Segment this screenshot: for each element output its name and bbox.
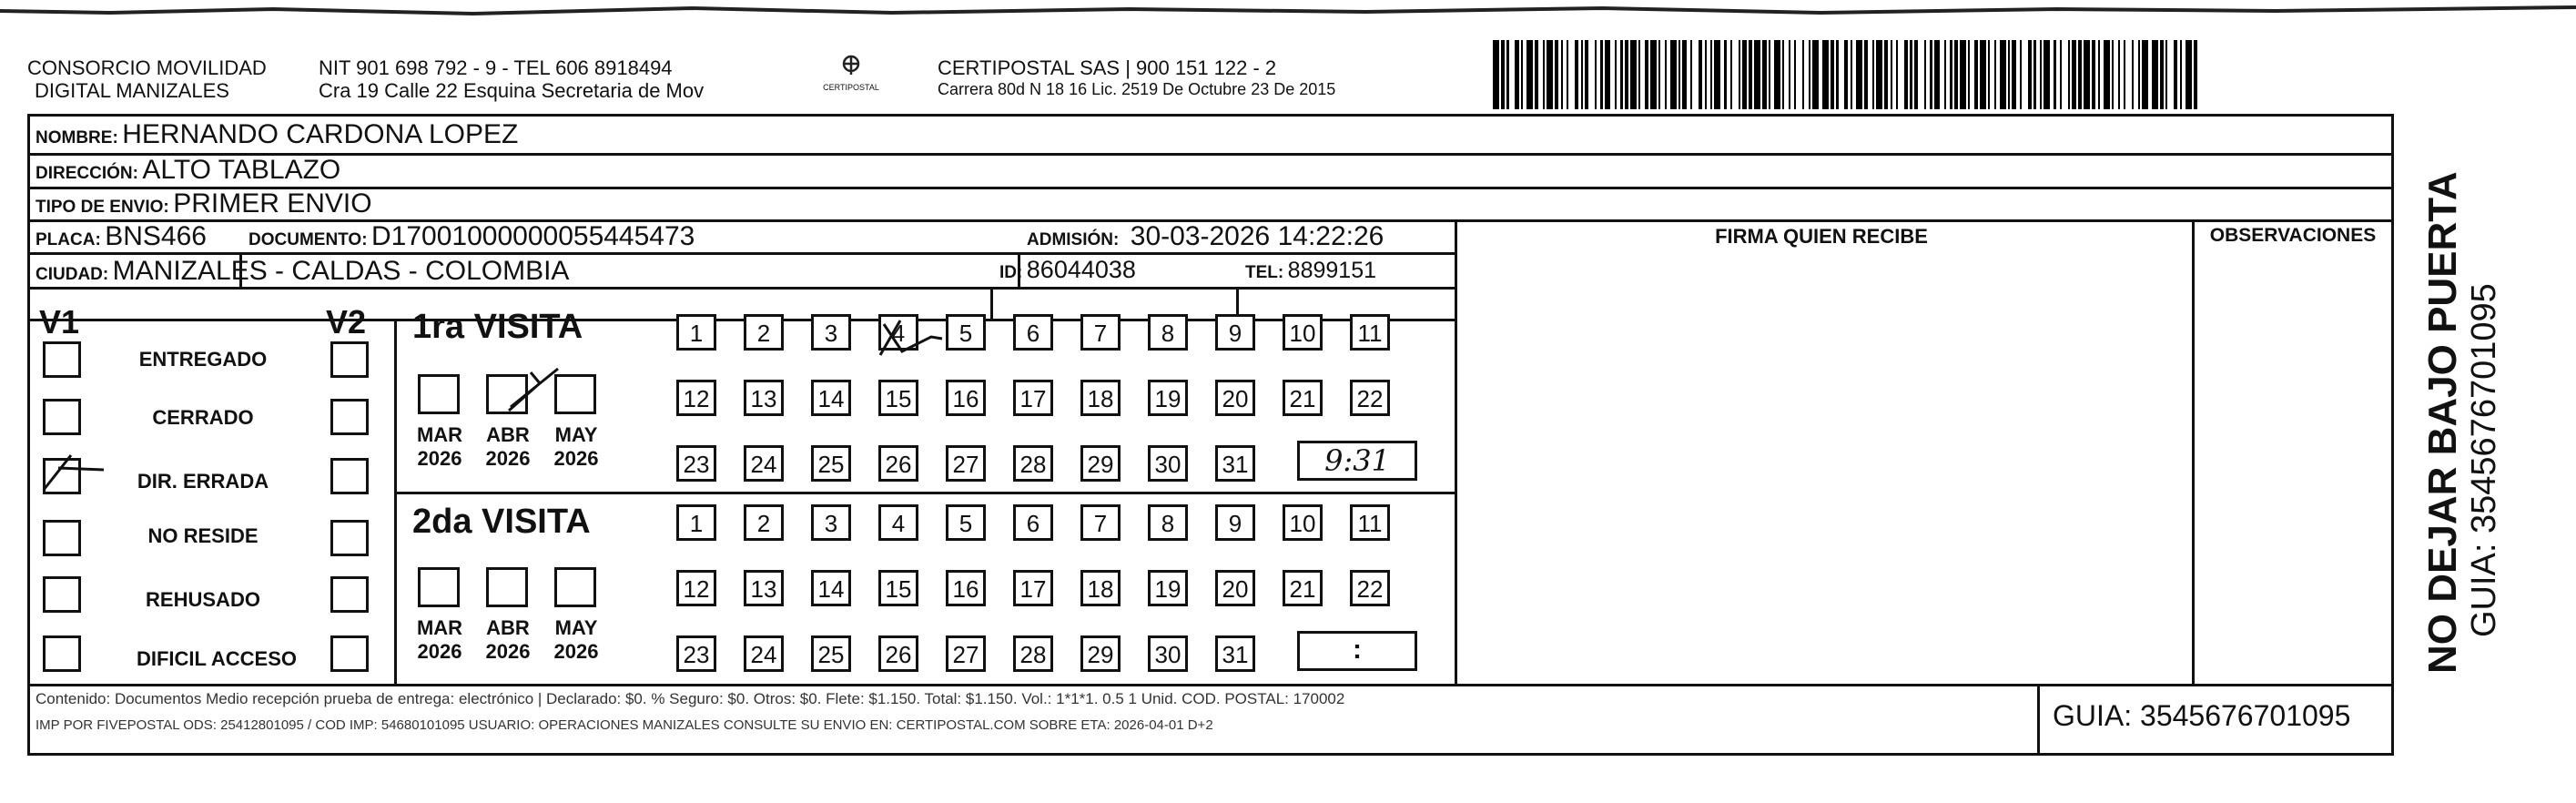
day-box-19[interactable]: 19: [1148, 380, 1188, 416]
barcode-bar: [1796, 40, 1802, 109]
tel-field: [1245, 258, 1376, 284]
barcode-bar: [1714, 40, 1720, 109]
ciudad-field: [35, 256, 569, 287]
barcode-bar: [1526, 40, 1533, 109]
barcode-bar: [1547, 40, 1553, 109]
day-box-21[interactable]: 21: [1283, 570, 1323, 606]
day-box-15[interactable]: 15: [878, 380, 918, 416]
day-box-4[interactable]: 4: [878, 504, 918, 541]
day-box-5[interactable]: 5: [946, 504, 986, 541]
v1-no-reside-checkbox[interactable]: [43, 520, 81, 556]
day-box-26[interactable]: 26: [878, 635, 918, 672]
nit-line: NIT 901 698 792 - 9 - TEL 606 8918494: [319, 56, 673, 79]
day-box-15[interactable]: 15: [878, 570, 918, 606]
first-visit-time-value: 9:31: [1324, 443, 1390, 478]
barcode-bar: [2044, 40, 2050, 109]
day-box-10[interactable]: 10: [1283, 504, 1323, 541]
day-box-30[interactable]: 30: [1148, 445, 1188, 482]
barcode-bar: [1876, 40, 1882, 109]
first-visit-title: 1ra VISITA: [412, 308, 583, 346]
day-box-2[interactable]: 2: [744, 314, 784, 351]
observaciones-header: OBSERVACIONES: [2209, 225, 2377, 246]
barcode-bar: [1774, 40, 1780, 109]
day-box-28[interactable]: 28: [1013, 445, 1053, 482]
day-check-mark-icon: [875, 315, 948, 361]
dificil-acceso-label: DIFICIL ACCESO: [136, 647, 297, 670]
barcode-bar: [2062, 40, 2068, 109]
nombre-field: [35, 119, 518, 150]
direccion-value: ALTO TABLAZO: [142, 155, 341, 185]
day-box-14[interactable]: 14: [811, 570, 851, 606]
day-box-31[interactable]: 31: [1215, 635, 1255, 672]
company-contact: [319, 56, 704, 102]
day-box-17[interactable]: 17: [1013, 570, 1053, 606]
day-box-19[interactable]: 19: [1148, 570, 1188, 606]
day-box-16[interactable]: 16: [946, 380, 986, 416]
day-box-9[interactable]: 9: [1215, 504, 1255, 541]
tel-label: TEL:: [1245, 263, 1284, 282]
month-checkbox-abr[interactable]: [486, 567, 528, 607]
barcode-bar: [2125, 40, 2132, 109]
day-box-27[interactable]: 27: [946, 445, 986, 482]
day-box-27[interactable]: 27: [946, 635, 986, 672]
barcode-bar: [1856, 40, 1862, 109]
barcode-bar: [1732, 40, 1739, 109]
company-line-1: CONSORCIO MOVILIDAD: [27, 56, 267, 79]
day-box-4[interactable]: 4: [878, 314, 918, 351]
day-box-16[interactable]: 16: [946, 570, 986, 606]
day-box-8[interactable]: 8: [1148, 504, 1188, 541]
month-label: MAY: [554, 423, 598, 446]
placa-value: BNS466: [105, 221, 207, 251]
company-line-2: DIGITAL MANIZALES: [35, 79, 229, 102]
dir-errada-label: DIR. ERRADA: [137, 470, 269, 493]
year-label: 2026: [553, 640, 599, 663]
day-box-9[interactable]: 9: [1215, 314, 1255, 351]
firma-header: FIRMA QUIEN RECIBE: [1715, 225, 1928, 248]
barcode-bar: [1670, 40, 1677, 109]
entregado-label: ENTREGADO: [138, 348, 268, 371]
v1-label: V1: [39, 303, 80, 341]
day-box-8[interactable]: 8: [1148, 314, 1188, 351]
logo-icon: [837, 55, 865, 78]
tipo-envio-field: [35, 188, 372, 219]
day-box-30[interactable]: 30: [1148, 635, 1188, 672]
day-box-5[interactable]: 5: [946, 314, 986, 351]
barcode-bar: [1898, 40, 1904, 109]
admision-label: ADMISIÓN:: [1027, 230, 1120, 249]
barcode-bar: [2167, 40, 2174, 109]
courier-line-1: CERTIPOSTAL SAS | 900 151 122 - 2: [938, 56, 1277, 79]
month-label: MAR: [416, 616, 463, 639]
v1-dir-errada-checkbox[interactable]: [43, 458, 81, 494]
day-box-3[interactable]: 3: [811, 504, 851, 541]
month-label: ABR: [486, 423, 530, 446]
barcode-bar: [2084, 40, 2090, 109]
year-label: 2026: [485, 447, 531, 470]
day-box-14[interactable]: 14: [811, 380, 851, 416]
barcode-bar: [1568, 40, 1575, 109]
id-field: [999, 256, 1136, 284]
day-box-24[interactable]: 24: [744, 445, 784, 482]
barcode-bar: [1509, 40, 1516, 109]
v2-dir-errada-checkbox[interactable]: [330, 458, 369, 494]
barcode-bar: [2186, 40, 2192, 109]
day-box-18[interactable]: 18: [1080, 570, 1121, 606]
day-box-25[interactable]: 25: [811, 445, 851, 482]
no-reside-label: NO RESIDE: [147, 524, 259, 547]
side-warning: [2421, 171, 2503, 674]
day-box-29[interactable]: 29: [1080, 635, 1121, 672]
footer-impresion: IMP POR FIVEPOSTAL ODS: 25412801095 / COD IMP: 54680101095 USUARIO: OPERACIONES MANIZALES CONSULTE SU ENVIO EN: CERTIPOSTAL.COM SOBRE ETA: 2026-04-01 D+2: [35, 717, 1213, 733]
barcode-bar: [2022, 40, 2028, 109]
placa-field: [35, 221, 207, 252]
v2-cerrado-checkbox[interactable]: [330, 399, 369, 435]
day-box-12[interactable]: 12: [676, 570, 716, 606]
nombre-value: HERNANDO CARDONA LOPEZ: [122, 119, 519, 149]
documento-field: [248, 221, 695, 252]
day-box-18[interactable]: 18: [1080, 380, 1121, 416]
courier-line-2: Carrera 80d N 18 16 Lic. 2519 De Octubre 23 De 2015: [938, 80, 1336, 98]
admision-field: [1027, 221, 1384, 252]
torn-paper-edge: [0, 0, 2576, 20]
documento-value: D17001000000055445473: [371, 221, 695, 251]
year-label: 2026: [553, 447, 599, 470]
first-visit-time-box[interactable]: [1297, 441, 1417, 481]
footer-contenido: Contenido: Documentos Medio recepción prueba de entrega: electrónico | Declarado: $0. % Seguro: $0. Otros: $0. Flete: $1.150. Total: $1.150. Vol.: 1*1*1. 0.5 1 Unid. COD. POSTAL: 170002: [35, 690, 1345, 707]
month-check-mark-icon: [503, 365, 585, 420]
month-checkbox-mar[interactable]: [418, 374, 460, 414]
day-box-22[interactable]: 22: [1350, 380, 1390, 416]
barcode: [1493, 40, 2212, 109]
barcode-bar: [2197, 40, 2201, 109]
day-box-6[interactable]: 6: [1013, 314, 1053, 351]
barcode-bar: [1960, 40, 1966, 109]
address-line: Cra 19 Calle 22 Esquina Secretaria de Mov: [319, 79, 705, 102]
day-box-23[interactable]: 23: [676, 445, 716, 482]
barcode-bar: [1980, 40, 1986, 109]
barcode-bar: [1754, 40, 1760, 109]
barcode-bar: [2142, 40, 2148, 109]
day-box-1[interactable]: 1: [676, 504, 716, 541]
day-box-7[interactable]: 7: [1080, 314, 1121, 351]
year-label: 2026: [417, 640, 462, 663]
barcode-bar: [1918, 40, 1924, 109]
logo-text: CERTIPOSTAL: [823, 83, 879, 92]
barcode-bar: [2104, 40, 2110, 109]
rehusado-label: REHUSADO: [146, 588, 260, 611]
barcode-bar: [1822, 40, 1829, 109]
day-box-3[interactable]: 3: [811, 314, 851, 351]
second-visit-time-value: :: [1353, 635, 1362, 665]
placa-label: PLACA:: [35, 230, 101, 249]
day-box-23[interactable]: 23: [676, 635, 716, 672]
v1-cerrado-checkbox[interactable]: [43, 399, 81, 435]
documento-label: DOCUMENTO:: [248, 230, 368, 249]
day-box-29[interactable]: 29: [1080, 445, 1121, 482]
v2-rehusado-checkbox[interactable]: [330, 576, 369, 613]
day-box-13[interactable]: 13: [744, 570, 784, 606]
ciudad-value: MANIZALES - CALDAS - COLOMBIA: [112, 256, 570, 286]
second-visit-time-box[interactable]: [1297, 631, 1417, 671]
no-dejar-bajo-puerta-text: NO DEJAR BAJO PUERTA: [2420, 171, 2465, 674]
day-box-17[interactable]: 17: [1013, 380, 1053, 416]
day-box-11[interactable]: 11: [1350, 504, 1390, 541]
day-box-25[interactable]: 25: [811, 635, 851, 672]
v1-rehusado-checkbox[interactable]: [43, 576, 81, 613]
month-checkbox-mar[interactable]: [418, 567, 460, 607]
barcode-bar: [1839, 40, 1845, 109]
direccion-field: [35, 155, 340, 186]
courier-info: [938, 56, 1335, 99]
day-box-28[interactable]: 28: [1013, 635, 1053, 672]
day-box-6[interactable]: 6: [1013, 504, 1053, 541]
ciudad-label: CIUDAD:: [35, 265, 109, 284]
month-year-label: [549, 423, 603, 471]
day-box-7[interactable]: 7: [1080, 504, 1121, 541]
check-mark-icon: [40, 450, 113, 495]
month-label: MAR: [416, 423, 463, 446]
barcode-bar: [2152, 40, 2158, 109]
direccion-label: DIRECCIÓN:: [35, 164, 138, 183]
day-box-24[interactable]: 24: [744, 635, 784, 672]
day-box-10[interactable]: 10: [1283, 314, 1323, 351]
month-year-label: [549, 616, 603, 664]
tipo-envio-value: PRIMER ENVIO: [173, 188, 372, 219]
day-box-20[interactable]: 20: [1215, 570, 1255, 606]
barcode-bar: [1605, 40, 1611, 109]
month-year-label: [481, 423, 535, 471]
barcode-bar: [1650, 40, 1657, 109]
barcode-bar: [2000, 40, 2006, 109]
month-year-label: [412, 616, 467, 664]
month-label: MAY: [554, 616, 598, 639]
second-visit-title: 2da VISITA: [412, 503, 591, 541]
nombre-label: NOMBRE:: [35, 128, 118, 147]
v2-entregado-checkbox[interactable]: [330, 341, 369, 378]
month-checkbox-may[interactable]: [554, 567, 596, 607]
barcode-bar: [1692, 40, 1699, 109]
tipo-envio-label: TIPO DE ENVIO:: [35, 198, 169, 217]
id-value: 86044038: [1026, 256, 1136, 283]
company-name: [27, 56, 267, 102]
v1-dificil-acceso-checkbox[interactable]: [43, 635, 81, 672]
v1-entregado-checkbox[interactable]: [43, 341, 81, 378]
day-box-12[interactable]: 12: [676, 380, 716, 416]
footer-guia-number: GUIA: 3545676701095: [2053, 699, 2351, 732]
tel-value: 8899151: [1287, 258, 1376, 283]
barcode-bar: [1588, 40, 1595, 109]
year-label: 2026: [417, 447, 462, 470]
day-box-13[interactable]: 13: [744, 380, 784, 416]
day-box-26[interactable]: 26: [878, 445, 918, 482]
day-box-20[interactable]: 20: [1215, 380, 1255, 416]
month-year-label: [412, 423, 467, 471]
day-box-22[interactable]: 22: [1350, 570, 1390, 606]
barcode-bar: [1493, 40, 1499, 109]
year-label: 2026: [485, 640, 531, 663]
cerrado-label: CERRADO: [152, 406, 254, 429]
certipostal-logo: [815, 55, 887, 92]
v2-label: V2: [326, 303, 367, 341]
barcode-bar: [1630, 40, 1637, 109]
day-box-31[interactable]: 31: [1215, 445, 1255, 482]
barcode-bar: [1812, 40, 1819, 109]
month-label: ABR: [486, 616, 530, 639]
day-box-11[interactable]: 11: [1350, 314, 1390, 351]
admision-value: 30-03-2026 14:22:26: [1130, 221, 1384, 251]
side-guia-number: GUIA: 3545676701095: [2465, 283, 2503, 637]
v2-no-reside-checkbox[interactable]: [330, 520, 369, 556]
barcode-bar: [1934, 40, 1941, 109]
id-label: ID:: [999, 263, 1023, 282]
day-box-21[interactable]: 21: [1283, 380, 1323, 416]
delivery-form: [27, 114, 2394, 756]
day-box-1[interactable]: 1: [676, 314, 716, 351]
day-box-2[interactable]: 2: [744, 504, 784, 541]
month-year-label: [481, 616, 535, 664]
v2-dificil-acceso-checkbox[interactable]: [330, 635, 369, 672]
